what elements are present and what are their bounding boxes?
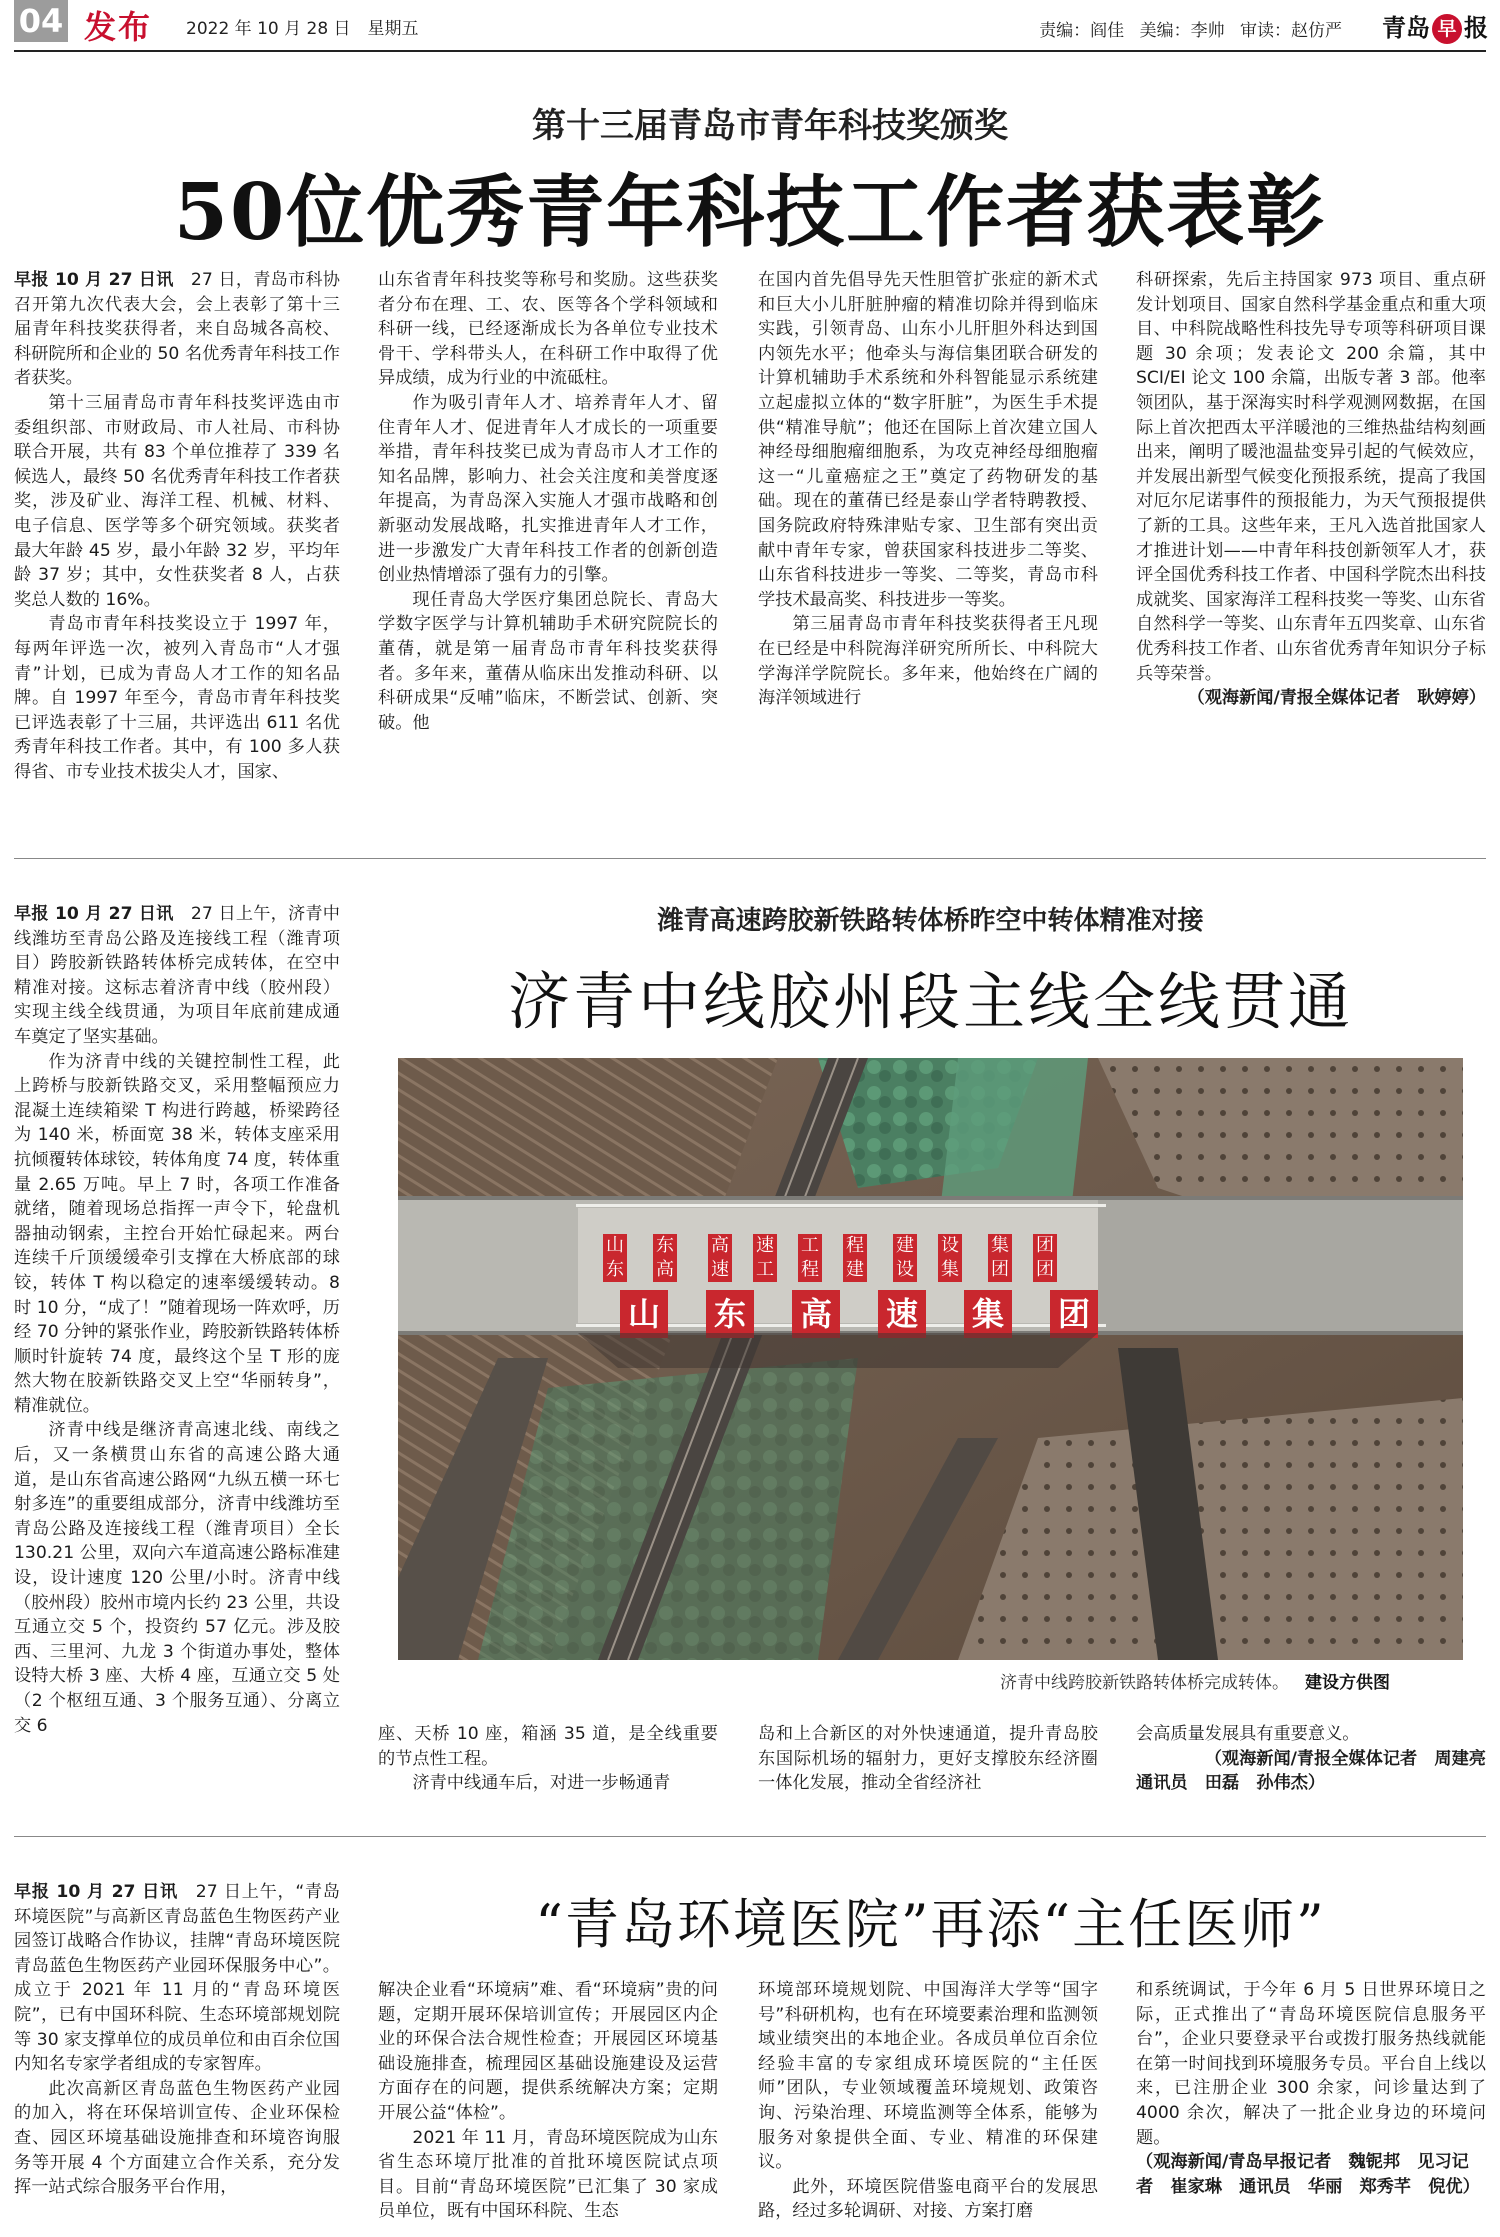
article1-byline: （观海新闻/青报全媒体记者 耿婷婷） [1187,688,1486,709]
issue-date: 2022 年 10 月 28 日 星期五 [186,19,419,39]
header-rule [14,50,1486,52]
photo-caption [1000,1668,1390,1693]
placard-small-2: 东高 [656,1235,674,1280]
placard-small-5: 工程 [801,1235,819,1280]
brand-mark: 早 [1432,14,1462,44]
placard-char-4: 速 [885,1295,918,1333]
article1-p4: 山东省青年科技奖等称号和奖励。这些获奖者分布在理、工、农、医等各个学科领域和科研一线，已经逐渐成长为各单位专业技术骨干、学科带头人，在科研工作中取得了优异成绩，成为行业的中流砥柱。 [378,270,718,389]
editorial-credits [1029,16,1342,41]
placard-char-5: 集 [971,1295,1004,1333]
article2-column-2 [378,1722,718,1826]
placard-small-9: 集团 [991,1235,1009,1280]
article1-p1: 27 日，青岛市科协召开第九次代表大会，会上表彰了第十三届青年科技奖获得者，来自岛城各高校、科研院所和企业的 50 名优秀青年科技工作者获奖。 [14,270,340,389]
article3-p1: 27 日上午，“青岛环境医院”与高新区青岛蓝色生物医药产业园签订战略合作协议，挂牌“青岛环境医院青岛蓝色生物医药产业园环保服务中心”。成立于 2021 年 11 月的“青岛环境医院”，已有中国环科院、生态环境部规划院等 30 家支撑单位的成员单位和由百余位国内知名专家学者组成的专家智库。 [14,1882,340,2075]
article3-p6: 此外，环境医院借鉴电商平台的发展思路，经过多轮调研、对接、方案打磨 [758,2176,1098,2222]
placard-small-6: 程建 [846,1235,864,1280]
article1-headline: 50位优秀青年科技工作者获表彰 [173,167,1327,258]
photo-credit: 建设方供图 [1305,1673,1390,1693]
bridge-big-placards [398,1290,1463,1350]
placard-char-3: 高 [799,1295,832,1333]
article2-headline: 济青中线胶州段主线全线贯通 [507,965,1353,1038]
article1-column-3 [758,268,1098,820]
article3-column-3 [758,1978,1098,2232]
brand-right: 报 [1464,14,1488,42]
article2-dateline: 早报 10 月 27 日讯 [14,904,174,924]
editor-credit: 责编：阎佳 [1039,21,1125,41]
page-number: 04 [14,0,68,42]
placard-small-8: 设集 [941,1235,959,1280]
article2-byline-2: 通讯员 田磊 孙伟杰） [1136,1773,1326,1794]
article2-kicker: 潍青高速跨胶新铁路转体桥昨空中转体精准对接 [657,906,1204,936]
article2-p6: 岛和上合新区的对外快速通道，提升青岛胶东国际机场的辐射力，更好支撑胶东经济圈一体化发展，推动全省经济社 [758,1724,1098,1794]
article1-dateline: 早报 10 月 27 日讯 [14,270,174,290]
placard-small-10: 团团 [1036,1235,1054,1280]
article3-headline: “青岛环境医院”再添“主任医师” [535,1893,1326,1956]
article1-column-2 [378,268,718,820]
placard-small-7: 建设 [896,1235,914,1280]
article3-p2: 此次高新区青岛蓝色生物医药产业园的加入，将在环保培训宣传、企业环保检查、园区环境基础设施排查和环境咨询服务等开展 4 个方面建立合作关系，充分发挥一站式综合服务平台作用， [14,2078,340,2198]
newspaper-logo [1382,8,1488,44]
placard-char-6: 团 [1057,1295,1090,1333]
article2-p1: 27 日上午，济青中线潍坊至青岛公路及连接线工程（潍青项目）跨胶新铁路转体桥完成转体，在空中精准对接。这标志着济青中线（胶州段）实现主线全线贯通，为项目年底前建成通车奠定了坚实基础。 [14,904,340,1047]
article2-p4: 座、天桥 10 座，箱涵 35 道，是全线重要的节点性工程。 [378,1724,718,1769]
article3-dateline: 早报 10 月 27 日讯 [14,1882,178,1902]
article3-p5: 环境部环境规划院、中国海洋大学等“国字号”科研机构，也有在环境要素治理和监测领域业绩突出的本地企业。各成员单位百余位经验丰富的专家组成环境医院的“主任医师”团队，专业领域覆盖环境规划、政策咨询、污染治理、环境监测等全体系，能够为服务对象提供全面、专业、精准的环保建议。 [758,1980,1098,2173]
article2-p7: 会高质量发展具有重要意义。 [1136,1724,1360,1744]
article1-p3: 青岛市青年科技奖设立于 1997 年，每两年评选一次，被列入青岛市“人才强青”计划，已成为青岛人才工作的知名品牌。自 1997 年至今，青岛市青年科技奖已评选表彰了十三届，共评选出 611 名优秀青年科技工作者。其中，有 100 多人获得省、市专业技术拔尖人才，国家、 [14,614,340,782]
article3-column-2 [378,1978,718,2232]
designer-credit: 美编：李帅 [1139,21,1225,41]
article2-column-3 [758,1722,1098,1826]
reviewer-credit: 审读：赵仿严 [1240,21,1342,41]
masthead [0,0,1500,48]
article3-p3: 解决企业看“环境病”难、看“环境病”贵的问题，定期开展环保培训宣传；开展园区内企业的环保合法合规性检查；开展园区环境基础设施排查，梳理园区基础设施建设及运营方面存在的问题，提供系统解决方案；定期开展公益“体检”。 [378,1980,718,2123]
article2-p2: 作为济青中线的关键控制性工程，此上跨桥与胶新铁路交叉，采用整幅预应力混凝土连续箱梁 T 构进行跨越，桥梁跨径为 140 米，桥面宽 38 米，转体支座采用抗倾覆转体球铰，转体角度 74 度，转体重量 2.65 万吨。早上 7 时，各项工作准备就绪，随着现场总指挥一声令下，轮盘机器抽动钢索，主控台开始忙碌起来。两台连续千斤顶缓缓牵引支撑在大桥底部的球铰，转体 T 构以稳定的速率缓缓转动。8 时 10 分，“成了！”随着现场一阵欢呼，历经 70 分钟的紧张作业，跨胶新铁路转体桥顺时针旋转 74 度，最终这个呈 T 形的庞然大物在胶新铁路交叉上空“华丽转身”，精准就位。 [14,1051,340,1416]
article3-column-4 [1136,1978,1486,2232]
bridge-aerial-photo [398,1058,1463,1660]
placard-char-2: 东 [713,1295,746,1333]
bridge-photo-illustration [398,1058,1463,1660]
section-name: 发布 [84,8,153,46]
article2-p5: 济青中线通车后，对进一步畅通青 [412,1773,671,1794]
article1-kicker: 第十三届青岛市青年科技奖颁奖 [532,106,1008,146]
article1-p9: 科研探索，先后主持国家 973 项目、重点研发计划项目、国家自然科学基金重点和重大项目、中科院战略性科技先导专项等科研项目课题 30 余项；发表论文 200 余篇，其中 SCI/EI 论文 100 余篇，出版专著 3 部。他率领团队，基于深海实时科学观测网数据，在国际上首次把西太平洋暖池的三维热盐结构刻画出来，阐明了暖池温盐变异引起的气候效应，并发展出新型气候变化预报系统，提高了我国对厄尔尼诺事件的预报能力，为天气预报提供了新的工具。这些年来，王凡入选首批国家人才推进计划——中青年科技创新领军人才，获评全国优秀科技工作者、中国科学院杰出科技成就奖、国家海洋工程科技奖一等奖、山东省自然科学一等奖、山东青年五四奖章、山东省优秀科技工作者、山东省优秀青年知识分子标兵等荣誉。 [1136,270,1486,684]
article1-p2: 第十三届青岛市青年科技奖评选由市委组织部、市财政局、市人社局、市科协联合开展，共有 83 个单位推荐了 339 名候选人，最终 50 名优秀青年科技工作者获奖，涉及矿业、海洋工程、机械、材料、电子信息、医学等多个研究领域。获奖者最大年龄 45 岁，最小年龄 32 岁，平均年龄 37 岁；其中，女性获奖者 8 人，占获奖总人数的 16%。 [14,392,340,610]
article3-p7: 和系统调试，于今年 6 月 5 日世界环境日之际，正式推出了“青岛环境医院信息服务平台”，企业只要登录平台或拨打服务热线就能在第一时间找到环境服务专员。平台自上线以来，已注册企业 300 余家，问诊量达到了 4000 余次，解决了一批企业身边的环境问题。 [1136,1980,1486,2148]
article2-column-4 [1136,1722,1486,1826]
placard-small-3: 高速 [711,1235,729,1280]
article1-p5: 作为吸引青年人才、培养青年人才、留住青年人才、促进青年人才成长的一项重要举措，青年科技奖已成为青岛市人才工作的知名品牌，影响力、社会关注度和美誉度逐年提高，为青岛深入实施人才强市战略和创新驱动发展战略，扎实推进青年人才工作，进一步激发广大青年科技工作者的创新创造创业热情增添了强有力的引擎。 [378,392,718,586]
article2-column-1 [14,902,340,1824]
article2-p3: 济青中线是继济青高速北线、南线之后，又一条横贯山东省的高速公路大通道，是山东省高速公路网“九纵五横一环七射多连”的重要组成部分，济青中线潍坊至青岛公路及连接线工程（潍青项目）全长 130.21 公里，双向六车道高速公路标准建设，设计速度 120 公里/小时。济青中线（胶州段）胶州市境内长约 23 公里，共设互通立交 5 个，投资约 57 亿元。涉及胶西、三里河、九龙 3 个街道办事处，整体设特大桥 3 座、大桥 4 座，互通立交 5 处（2 个枢纽互通、3 个服务互通）、分离立交 6 [14,1420,340,1736]
placard-small-1: 山东 [606,1235,624,1280]
bridge-small-placards [398,1234,1463,1282]
section-divider-1 [14,858,1486,859]
article1-p6: 现任青岛大学医疗集团总院长、青岛大学数字医学与计算机辅助手术研究院院长的董蒨，就是第一届青岛市青年科技奖获得者。多年来，董蒨从临床出发推动科研、以科研成果“反哺”临床，不断尝试、创新、突破。他 [378,589,718,733]
article2-byline-1: （观海新闻/青报全媒体记者 周建亮 [1204,1748,1486,1769]
article3-column-1 [14,1880,340,2232]
article3-byline: （观海新闻/青岛早报记者 魏铌邦 见习记者 崔家琳 通讯员 华丽 郑秀芊 倪优） [1136,2152,1480,2197]
brand-left: 青岛 [1382,14,1430,42]
article1-column-1 [14,268,340,820]
section-divider-2 [14,1836,1486,1837]
article1-p7: 在国内首先倡导先天性胆管扩张症的新术式和巨大小儿肝脏肿瘤的精准切除并得到临床实践，引领青岛、山东小儿肝胆外科达到国内领先水平；他牵头与海信集团联合研发的计算机辅助手术系统和外科智能显示系统建立起虚拟立体的“数字肝脏”，为医生手术提供“精准导航”；他还在国际上首次建立国人神经母细胞瘤细胞系，为攻克神经母细胞瘤这一“儿童癌症之王”奠定了药物研发的基础。现在的董蒨已经是泰山学者特聘教授、国务院政府特殊津贴专家、卫生部有突出贡献中青年专家，曾获国家科技进步二等奖、山东省科技进步一等奖、二等奖，青岛市科学技术最高奖、科技进步一等奖。 [758,270,1098,610]
article1-column-4 [1136,268,1486,820]
placard-small-4: 速工 [756,1235,774,1280]
article3-p4: 2021 年 11 月，青岛环境医院成为山东省生态环境厅批准的首批环境医院试点项目。目前“青岛环境医院”已汇集了 30 家成员单位，既有中国环科院、生态 [378,2127,718,2222]
placard-char-1: 山 [627,1295,660,1333]
photo-caption-text: 济青中线跨胶新铁路转体桥完成转体。 [1000,1673,1289,1693]
article1-p8: 第三届青岛市青年科技奖获得者王凡现在已经是中科院海洋研究所所长、中科院大学海洋学院院长。多年来，他始终在广阔的海洋领域进行 [758,614,1098,709]
